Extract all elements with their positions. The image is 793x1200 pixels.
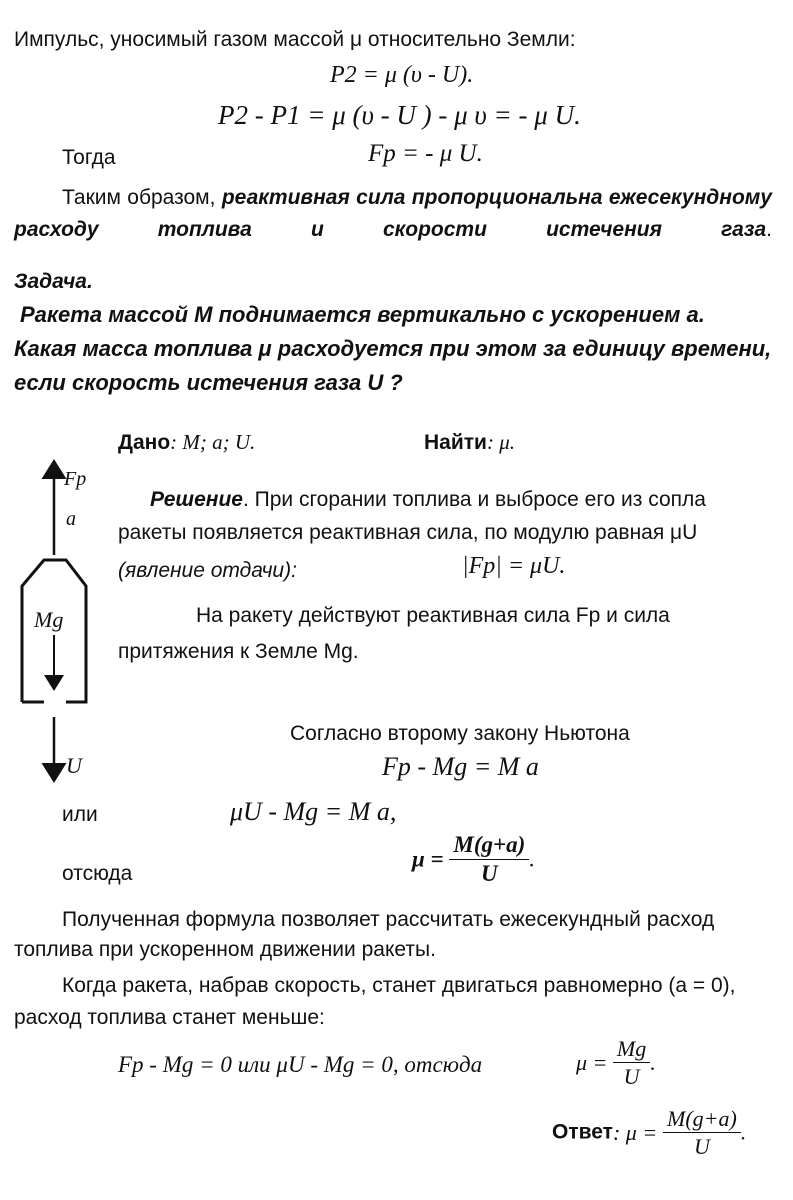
paragraph-line: топлива при ускоренном движении ракеты. [14,938,436,961]
equation-momentum-difference: P2 - P1 = μ (υ - U ) - μ υ = - μ U. [218,100,581,130]
equation-uniform: Fp - Mg = 0 или μU - Mg = 0, отсюда [118,1052,483,1077]
equation-mu: μU - Mg = M a, [230,797,397,826]
equation-p2: P2 = μ (υ - U). [330,62,474,88]
task-line: Какая масса топлива μ расходуется при этом за единицу времени, [14,336,772,361]
fraction-mu-accelerated: μ = $\frac{M(g+a)}{U}$ . [412,832,536,887]
otsyuda-text: отсюда [62,862,133,885]
solution-line: (явление отдачи): [118,559,297,582]
label-a: a [66,508,76,530]
solution-label: Решение [150,488,243,511]
answer-label: Ответ [552,1120,613,1144]
rocket-diagram [0,455,110,795]
answer-block: Ответ: μ = $\frac{M(g+a)}{U}$ . [552,1106,747,1160]
solution-line: На ракету действуют реактивная сила Fp и сила [196,604,670,627]
task-line: Ракета массой М поднимается вертикально с ускорением а. [20,302,705,327]
paragraph-line: Когда ракета, набрав скорость, станет двигаться равномерно (a = 0), [62,974,736,997]
find-block: Найти: μ. [424,430,515,454]
conclusion-highlight: реактивная сила пропорциональна ежесекундному расходу топлива и скорости истечения газа [14,186,772,241]
solution-line: притяжения к Земле Mg. [118,640,359,663]
label-mg: Mg [34,607,64,632]
ili-text: или [62,803,98,826]
togda-text: Тогда [62,146,116,169]
given-block: Дано: M; a; U. [118,430,256,454]
label-u: U [66,753,82,778]
fraction-mu-uniform: μ = $\frac{Mg}{U}$ . [576,1036,656,1090]
task-heading: Задача. [14,270,93,293]
solution-line: Решение. При сгорании топлива и выбросе его из сопла [150,488,706,511]
intro-line: Импульс, уносимый газом массой μ относительно Земли: [14,28,576,51]
paragraph-line: Полученная формула позволяет рассчитать ежесекундный расход [62,908,715,931]
equation-fp: Fp = - μ U. [368,140,483,167]
equation-newton: Fp - Mg = M a [382,752,539,781]
label-fp: Fp [64,468,87,490]
solution-line: ракеты появляется реактивная сила, по модулю равная μU [118,521,698,544]
paragraph-line: расход топлива станет меньше: [14,1006,325,1029]
task-line: если скорость истечения газа U ? [14,370,403,395]
conclusion-paragraph: Таким образом, реактивная сила пропорциональна ежесекундному расходу топлива и скорости истечения газа. [14,186,772,241]
newton-text: Согласно второму закону Ньютона [290,722,630,745]
equation-abs-fp: |Fp| = μU. [462,553,566,579]
